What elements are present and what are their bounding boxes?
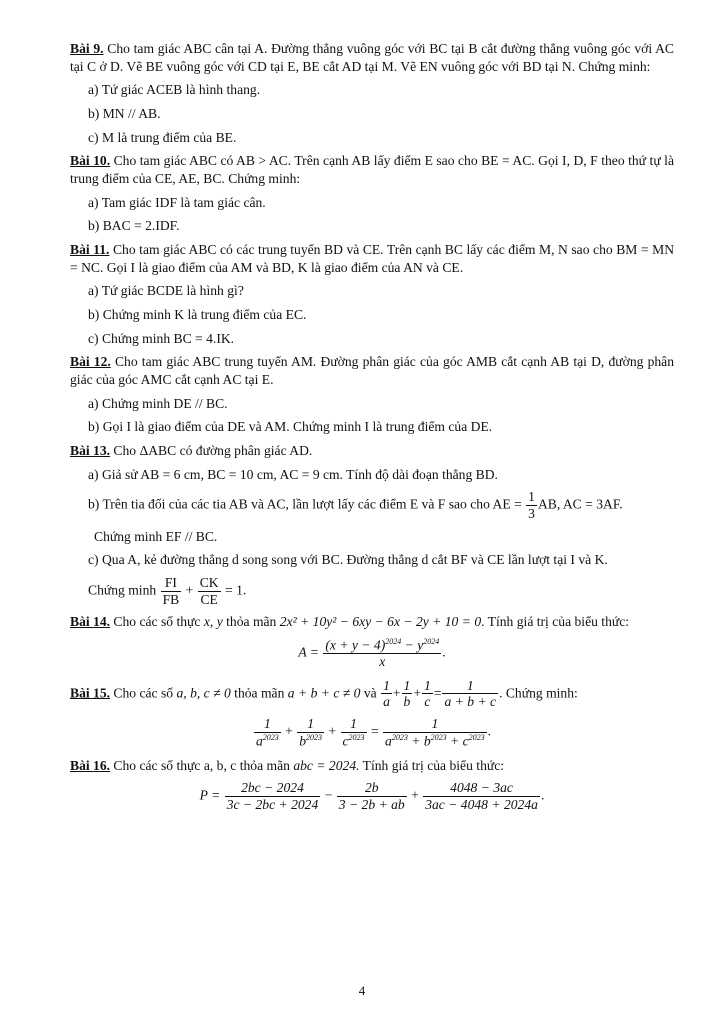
part-c: c) Chứng minh BC = 4.IK. [88, 330, 235, 346]
part-a: a) Giả sử AB = 6 cm, BC = 10 cm, AC = 9 cm. Tính độ dài đoạn thẳng BD. [88, 466, 498, 482]
problem-label: Bài 16. [70, 757, 111, 773]
problem-16: Bài 16. Cho các số thực a, b, c thỏa mãn abc = 2024. Tính giá trị của biểu thức: P = $\frac{2bc - 2024}{3c - 2bc + 2024}$ − $\frac{2b}{3 - 2b + ab}$ + $\frac{4048 - 3ac}{3ac - 4048 + 2024a}$ . [70, 757, 674, 813]
problem-11 [70, 241, 674, 347]
problem-label: Bài 14. [70, 614, 111, 630]
part-a: a) Tứ giác ACEB là hình thang. [88, 82, 261, 98]
problem-text: Cho ΔABC có đường phân giác AD. [110, 443, 313, 459]
problem-label: Bài 15. [70, 684, 111, 700]
condition-equation: 2x² + 10y² − 6xy − 6x − 2y + 10 = 0 [279, 614, 482, 630]
fraction-one-third: $\frac{1}{3}$ [528, 489, 535, 522]
problem-label: Bài 9. [70, 41, 104, 56]
problem-9 [70, 40, 674, 146]
document-page [70, 40, 674, 821]
problem-text: Cho tam giác ABC trung tuyến AM. Đường phân giác của góc AMB cắt cạnh AB tại D, đường phân giác của góc AMC cắt cạnh AC tại E. [70, 354, 675, 388]
fraction-ck-ce: $\frac{CK}{CE}$ [199, 575, 219, 607]
part-a: a) Chứng minh DE // BC. [88, 395, 228, 411]
problem-text: Cho tam giác ABC cân tại A. Đường thẳng vuông góc với BC tại B cắt đường thẳng vuông góc với AC tại C ở D. Vẽ BE vuông góc với CD tại E, BE cắt AD tại M. Vẽ EN vuông góc với BD tại N. Chứng minh: [70, 41, 674, 74]
fraction-A: $\frac{(x + y - 4)^{2024} - y^{2024}}{x}$ [325, 636, 440, 670]
problem-12 [70, 353, 674, 436]
part-b: b) Chứng minh K là trung điểm của EC. [88, 307, 307, 323]
part-b: b) Gọi I là giao điểm của DE và AM. Chứng minh I là trung điểm của DE. [88, 419, 493, 435]
identity-2023: $\frac{1}{a^{2023}}$ + $\frac{1}{b^{2023}}$ + $\frac{1}{c^{2023}}$ = $\frac{1}{a^{2023} + b^{2023} + c^{2023}}$ . [255, 715, 492, 749]
part-c-proof: Chứng minh $\frac{FI}{FB}$ + $\frac{CK}{CE}$ = 1. [88, 575, 247, 607]
part-b-continued: Chứng minh EF // BC. [94, 528, 218, 544]
expression-P: P = $\frac{2bc - 2024}{3c - 2bc + 2024}$ − $\frac{2b}{3 - 2b + ab}$ + $\frac{4048 - 3ac}{3ac - 4048 + 2024a}$ . [199, 780, 545, 813]
problem-15: Bài 15. Cho các số a, b, c ≠ 0 thỏa mãn a + b + c ≠ 0 và $\frac{1}{a}$ + $\frac{1}{b}$ + $\frac{1}{c}$ = $\frac{1}{a + b + c}$ . Chứng minh: $\frac{1}{a^{2023}}$ + $\frac{1}{b^{2023}}$ + $\frac{1}{c^{2023}}$ = $\frac{1}{a^{2023} + b^{2023} + c^{2023}}$ . [70, 678, 674, 749]
part-a: a) Tam giác IDF là tam giác cân. [88, 194, 266, 210]
problem-text: Cho tam giác ABC có các trung tuyến BD và CE. Trên cạnh BC lấy các điểm M, N sao cho BM = MN = NC. Gọi I là giao điểm của AM và BD, K là giao điểm của AN và CE. [70, 242, 675, 275]
problem-label: Bài 12. [70, 354, 111, 370]
fraction-fi-fb: $\frac{FI}{FB}$ [162, 575, 180, 607]
problem-13 [70, 442, 674, 607]
problem-label: Bài 11. [70, 242, 110, 258]
part-b: b) Trên tia đối của các tia AB và AC, lần lượt lấy các điểm E và F sao cho AE = $\frac{1}{3}$ AB, AC = 3AF. [88, 489, 623, 522]
problem-14: Bài 14. Cho các số thực x, y thỏa mãn 2x² + 10y² − 6xy − 6x − 2y + 10 = 0. Tính giá trị của biểu thức: A = $\frac{(x + y - 4)^{2024} - y^{2024}}{x}$ . [70, 613, 674, 669]
expression-A: A = $\frac{(x + y - 4)^{2024} - y^{2024}}{x}$ . [298, 636, 446, 670]
problem-label: Bài 13. [70, 443, 111, 459]
problem-label: Bài 10. [70, 153, 111, 169]
problem-text: Cho tam giác ABC có AB > AC. Trên cạnh AB lấy điểm E sao cho BE = AC. Gọi I, D, F theo thứ tự là trung điểm của CE, AE, BC. Chứng minh: [70, 153, 674, 187]
part-b: b) BAC = 2.IDF. [88, 218, 180, 234]
part-b: b) MN // AB. [88, 106, 161, 122]
part-a: a) Tứ giác BCDE là hình gì? [88, 283, 244, 299]
part-c: c) M là trung điểm của BE. [88, 129, 237, 145]
problem-10 [70, 152, 674, 235]
page-number: 4 [358, 983, 366, 998]
part-c: c) Qua A, kẻ đường thẳng d song song với BC. Đường thẳng d cắt BF và CE lần lượt tại I và K. [88, 552, 608, 568]
